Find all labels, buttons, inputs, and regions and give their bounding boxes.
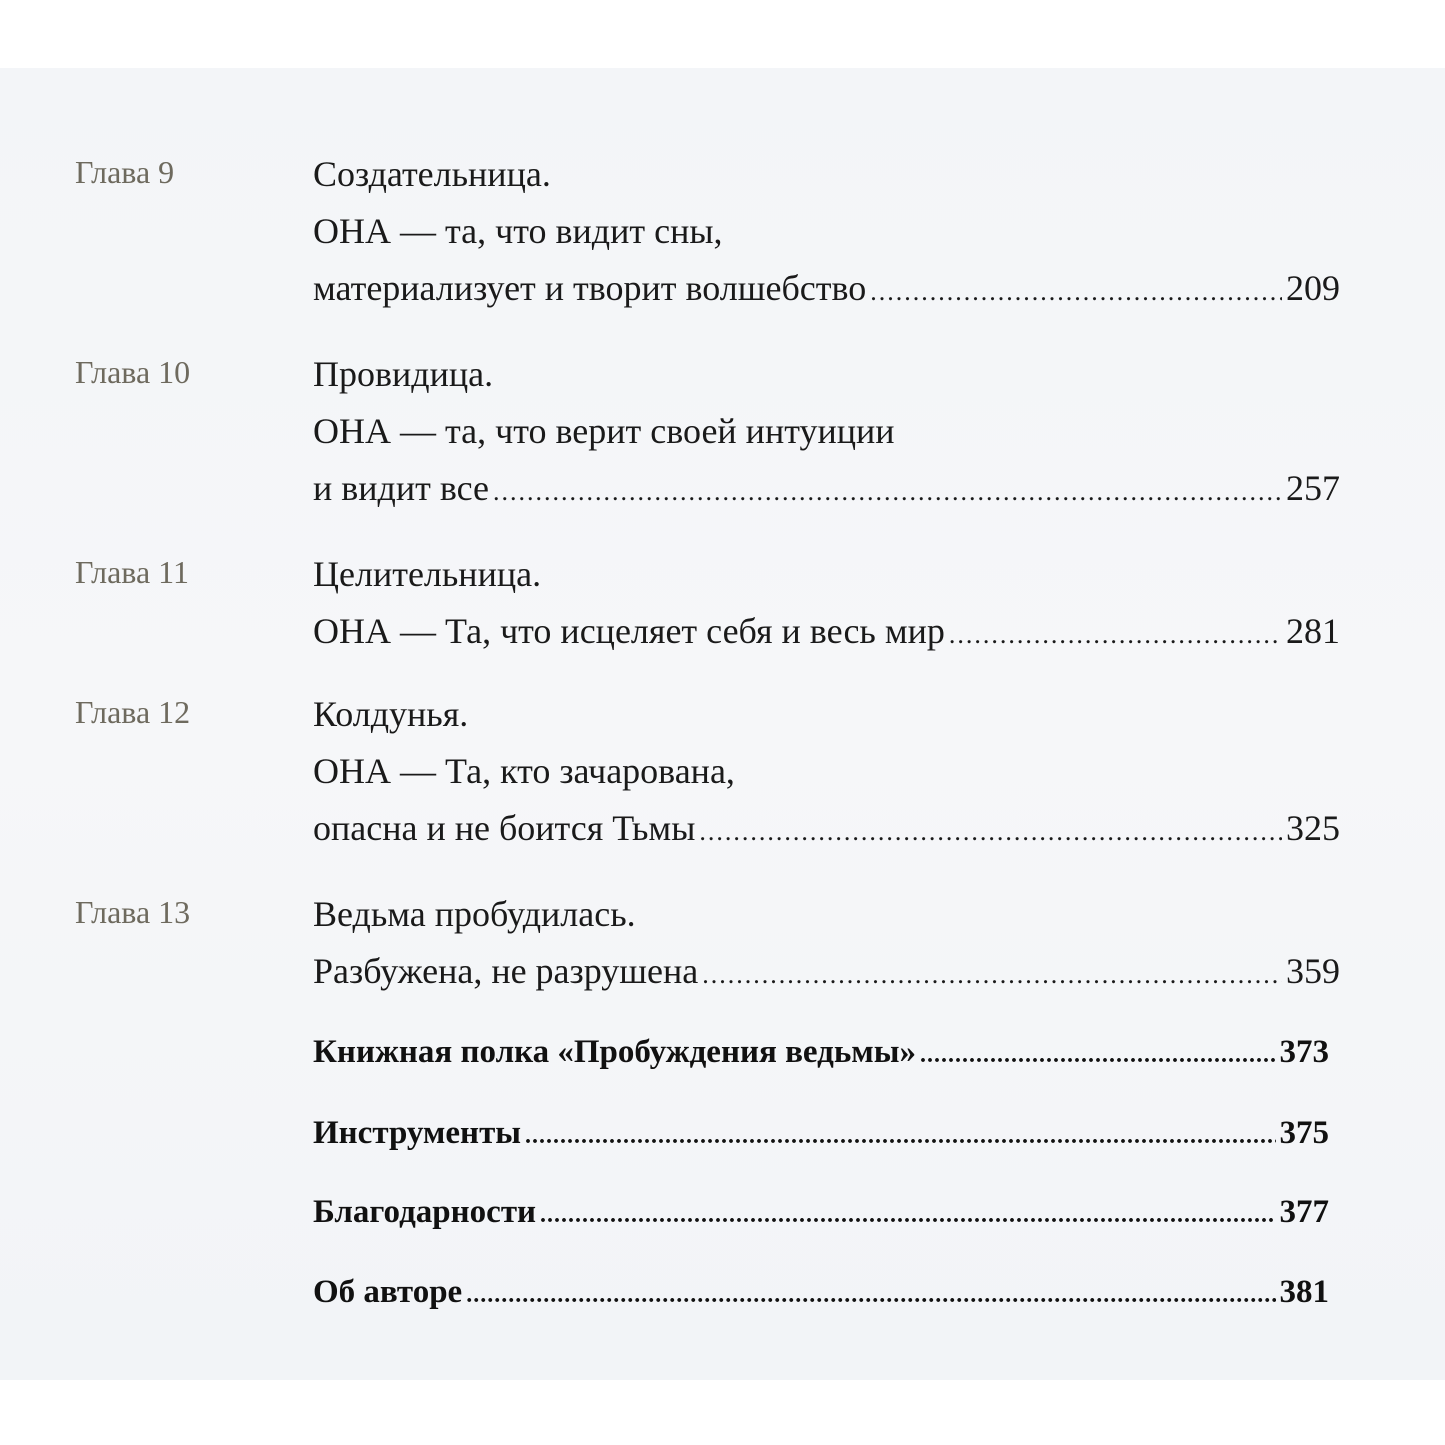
toc-acknowledgements — [313, 1194, 1329, 1231]
chapter-subtitle-last: ОНА — Та, что исцеляет себя и весь мир — [313, 611, 945, 651]
chapter-subtitle-last: материализует и творит волшебство — [313, 268, 867, 308]
chapter-title: Колдунья. — [313, 694, 469, 734]
section-title: Благодарности — [313, 1194, 537, 1230]
chapter-subtitle-last: Разбужена, не разрушена — [313, 951, 699, 991]
dot-leader — [699, 803, 1282, 860]
toc-bookshelf — [313, 1034, 1329, 1071]
page-number: 325 — [1286, 808, 1340, 848]
page-number: 375 — [1279, 1115, 1329, 1151]
dot-leader — [702, 946, 1282, 1003]
chapter-title: Ведьма пробудилась. — [313, 894, 636, 934]
page-number: 377 — [1279, 1194, 1329, 1230]
chapter-title: Провидица. — [313, 354, 494, 394]
page-number: 209 — [1286, 268, 1340, 308]
page-number: 281 — [1286, 611, 1340, 651]
chapter-body — [313, 886, 1340, 1003]
chapter-body — [313, 686, 1340, 860]
dot-leader — [870, 263, 1282, 320]
toc-leader-line — [313, 460, 1340, 520]
chapter-label: Глава 9 — [75, 154, 175, 190]
chapter-label: Глава 13 — [75, 894, 191, 930]
dot-leader — [540, 1202, 1275, 1229]
toc-leader-line — [313, 943, 1340, 1003]
chapter-title: Целительница. — [313, 554, 542, 594]
page-number: 381 — [1279, 1274, 1329, 1310]
page-number: 359 — [1286, 951, 1340, 991]
chapter-label: Глава 11 — [75, 554, 189, 590]
dot-leader — [466, 1282, 1275, 1309]
dot-leader — [949, 606, 1282, 663]
page-number: 257 — [1286, 468, 1340, 508]
toc-leader-line — [313, 603, 1340, 663]
chapter-body — [313, 146, 1340, 320]
chapter-body — [313, 546, 1340, 663]
chapter-subtitle-line: ОНА — та, что видит сны, — [313, 211, 723, 251]
dot-leader — [920, 1042, 1275, 1069]
chapter-subtitle-last: опасна и не боится Тьмы — [313, 808, 696, 848]
page-number: 373 — [1279, 1034, 1329, 1070]
dot-leader — [493, 463, 1282, 520]
section-title: Инструменты — [313, 1115, 522, 1151]
chapter-label: Глава 12 — [75, 694, 191, 730]
toc-about-author — [313, 1274, 1329, 1311]
section-title: Книжная полка «Пробуждения ведьмы» — [313, 1034, 917, 1070]
chapter-subtitle-last: и видит все — [313, 468, 490, 508]
toc-leader-line — [313, 800, 1340, 860]
toc-leader-line — [313, 260, 1340, 320]
section-title: Об авторе — [313, 1274, 463, 1310]
book-page — [0, 68, 1445, 1380]
chapter-subtitle-line: ОНА — та, что верит своей интуиции — [313, 411, 895, 451]
toc-tools — [313, 1115, 1329, 1152]
chapter-body — [313, 346, 1340, 520]
dot-leader — [525, 1123, 1275, 1150]
chapter-label: Глава 10 — [75, 354, 191, 390]
chapter-subtitle-line: ОНА — Та, кто зачарована, — [313, 751, 735, 791]
chapter-title: Создательница. — [313, 154, 551, 194]
